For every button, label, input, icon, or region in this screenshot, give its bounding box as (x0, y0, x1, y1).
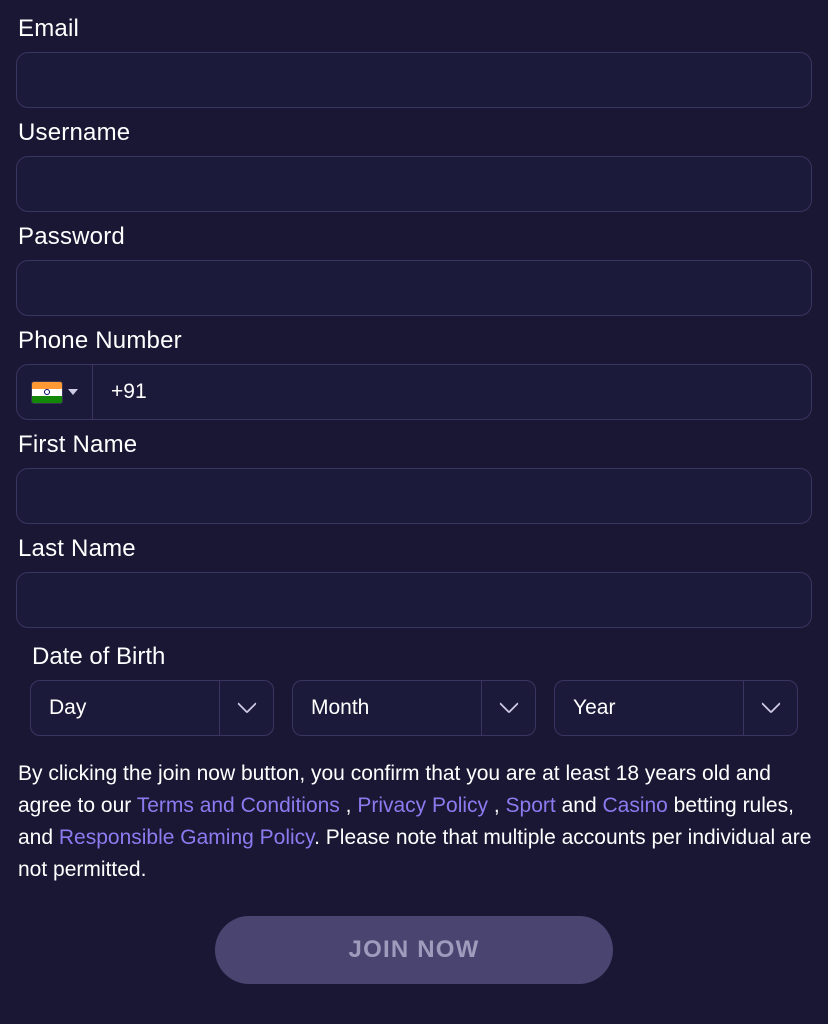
india-flag-icon (32, 382, 62, 403)
dob-year-value: Year (573, 696, 616, 719)
phone-number-label: Phone Number (18, 327, 182, 354)
join-now-button[interactable]: JOIN NOW (215, 916, 613, 984)
legal-separator-2: , (488, 794, 506, 817)
chevron-down-icon (743, 681, 797, 735)
privacy-policy-link[interactable]: Privacy Policy (357, 794, 489, 817)
phone-field-group (16, 326, 812, 420)
first-name-label: First Name (18, 431, 138, 458)
dob-month-select[interactable] (292, 680, 536, 736)
username-field-group (16, 118, 812, 212)
email-field-group (16, 14, 812, 108)
password-input[interactable] (16, 260, 812, 316)
chevron-down-icon (68, 389, 78, 395)
legal-separator-1: , (339, 794, 358, 817)
chevron-down-icon (219, 681, 273, 735)
sport-link[interactable]: Sport (505, 794, 556, 817)
legal-disclaimer (18, 758, 818, 886)
password-label: Password (18, 223, 125, 250)
terms-and-conditions-link[interactable]: Terms and Conditions (136, 794, 340, 817)
username-label: Username (18, 119, 131, 146)
casino-link[interactable]: Casino (602, 794, 668, 817)
legal-text-part3: . Please note that multiple accounts per individual are not permitted. (18, 826, 812, 881)
username-input[interactable] (16, 156, 812, 212)
phone-input-row (16, 364, 812, 420)
date-of-birth-label: Date of Birth (32, 643, 166, 670)
last-name-input[interactable] (16, 572, 812, 628)
dob-day-value: Day (49, 696, 87, 719)
dob-year-select[interactable] (554, 680, 798, 736)
chevron-down-icon (481, 681, 535, 735)
date-of-birth-group (16, 642, 812, 736)
last-name-field-group (16, 534, 812, 628)
first-name-input[interactable] (16, 468, 812, 524)
country-code-selector[interactable] (17, 365, 93, 419)
dob-day-select[interactable] (30, 680, 274, 736)
join-button-container (16, 916, 812, 984)
dob-month-value: Month (311, 696, 370, 719)
legal-text-part2: betting rules, and (18, 794, 794, 849)
first-name-field-group (16, 430, 812, 524)
responsible-gaming-policy-link[interactable]: Responsible Gaming Policy (58, 826, 315, 849)
email-input[interactable] (16, 52, 812, 108)
password-field-group (16, 222, 812, 316)
email-label: Email (18, 15, 80, 42)
legal-text-part1: By clicking the join now button, you confirm that you are at least 18 years old and agree to our (18, 762, 771, 817)
legal-separator-3: and (555, 794, 603, 817)
phone-dial-code[interactable]: +91 (111, 380, 147, 403)
date-of-birth-selects (16, 680, 812, 736)
last-name-label: Last Name (18, 535, 136, 562)
